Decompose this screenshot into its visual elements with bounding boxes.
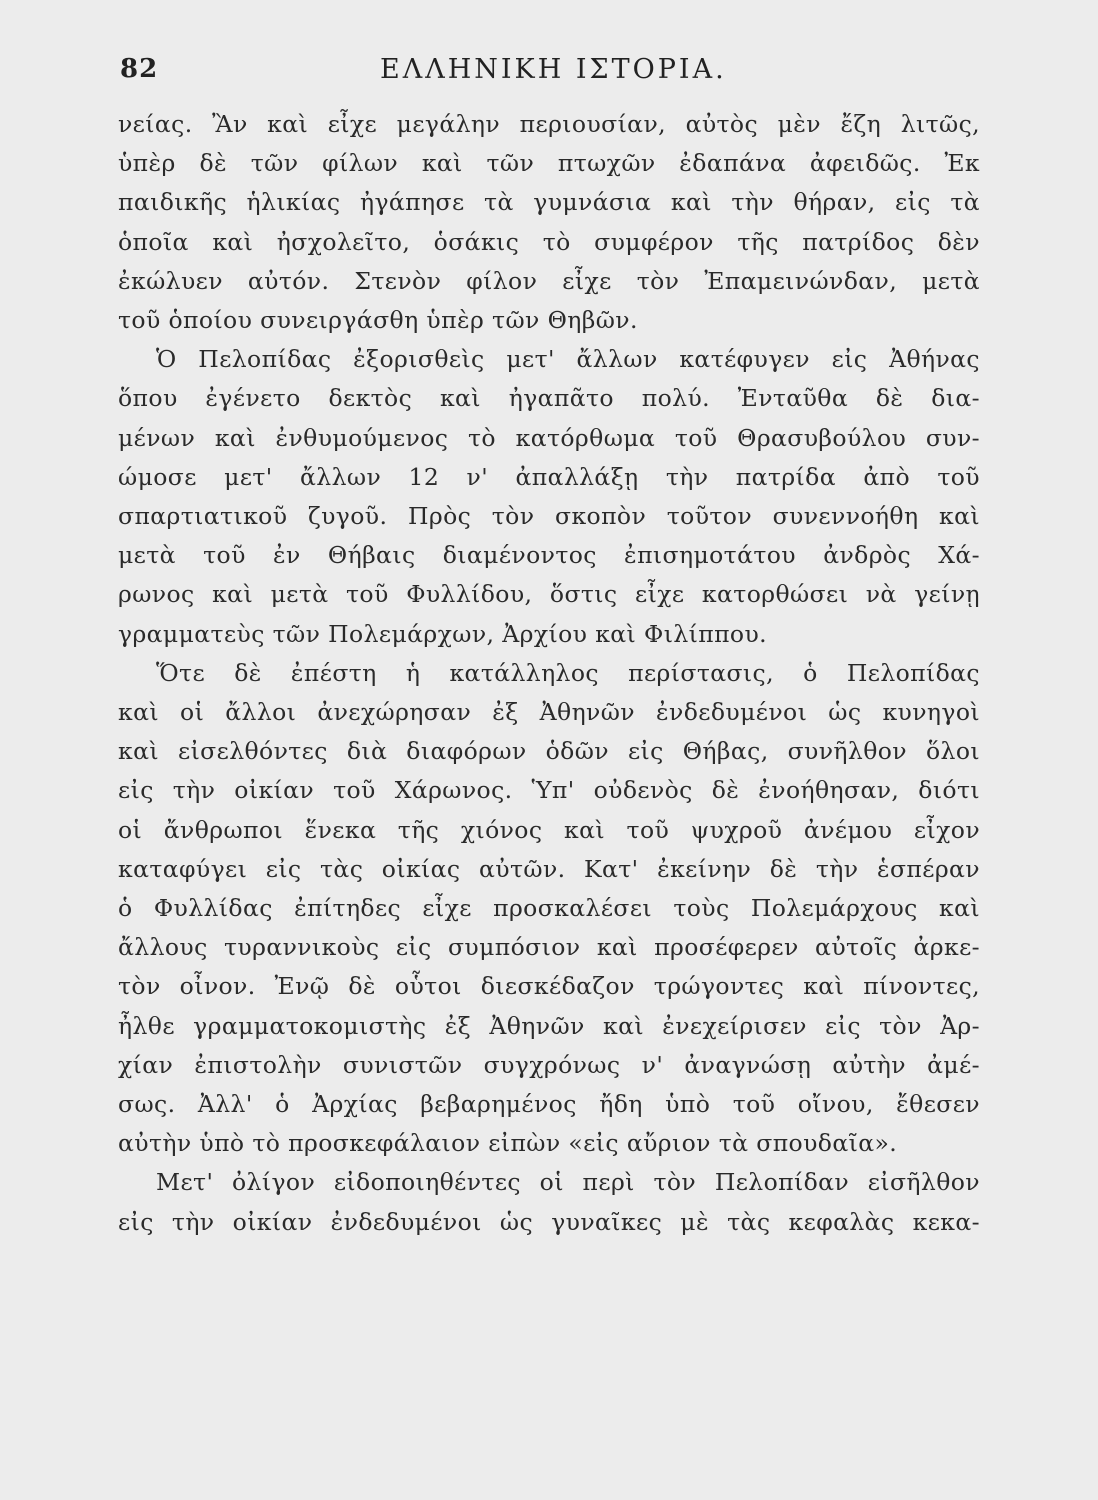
text-line: αὐτὴν ὑπὸ τὸ προσκεφάλαιον εἰπὼν «εἰς αὔριον τὰ σπουδαῖα». <box>118 1129 898 1158</box>
text-line: σπαρτιατικοῦ ζυγοῦ. Πρὸς τὸν σκοπὸν τοῦτον συνεννοήθη καὶ <box>118 502 980 531</box>
running-title: ΕΛΛΗΝΙΚΗ ΙΣΤΟΡΙΑ. <box>380 54 727 85</box>
body-text <box>118 105 980 1242</box>
text-line: τοῦ ὁποίου συνειργάσθη ὑπὲρ τῶν Θηβῶν. <box>118 306 638 335</box>
paragraph <box>118 340 980 654</box>
text-line: ἄλλους τυραννικοὺς εἰς συμπόσιον καὶ προσέφερεν αὐτοῖς ἀρκε- <box>118 933 980 962</box>
paragraph <box>118 654 980 1164</box>
text-line: νείας. Ἂν καὶ εἶχε μεγάλην περιουσίαν, αὐτὸς μὲν ἔζη λιτῶς, <box>118 110 980 138</box>
text-line: ώμοσε μετ' ἄλλων 12 ν' ἀπαλλάξῃ τὴν πατρίδα ἀπὸ τοῦ <box>118 462 980 491</box>
text-line: τὸν οἶνον. Ἐνῷ δὲ οὗτοι διεσκέδαζον τρώγοντες καὶ πίνοντες, <box>118 972 980 1001</box>
text-line: γραμματεὺς τῶν Πολεμάρχων, Ἀρχίου καὶ Φιλίππου. <box>118 619 768 648</box>
text-line: καὶ οἱ ἄλλοι ἀνεχώρησαν ἐξ Ἀθηνῶν ἐνδεδυμένοι ὡς κυνηγοὶ <box>118 698 980 727</box>
text-line: σως. Ἀλλ' ὁ Ἀρχίας βεβαρημένος ἤδη ὑπὸ τοῦ οἴνου, ἔθεσεν <box>118 1090 980 1119</box>
text-line: ἦλθε γραμματοκομιστὴς ἐξ Ἀθηνῶν καὶ ἐνεχείρισεν εἰς τὸν Ἀρ- <box>118 1011 980 1040</box>
text-line: Ὅτε δὲ ἐπέστη ἡ κατάλληλος περίστασις, ὁ Πελοπίδας <box>156 658 980 687</box>
paragraph <box>118 1163 980 1241</box>
text-line: καταφύγει εἰς τὰς οἰκίας αὐτῶν. Κατ' ἐκείνην δὲ τὴν ἑσπέραν <box>118 854 980 883</box>
text-line: εἰς τὴν οἰκίαν ἐνδεδυμένοι ὡς γυναῖκες μὲ τὰς κεφαλὰς κεκα- <box>118 1207 980 1236</box>
text-line: εἰς τὴν οἰκίαν τοῦ Χάρωνος. Ὑπ' οὐδενὸς δὲ ἐνοήθησαν, διότι <box>118 776 980 805</box>
text-line: ὑπὲρ δὲ τῶν φίλων καὶ τῶν πτωχῶν ἐδαπάνα ἀφειδῶς. Ἐκ <box>118 149 980 178</box>
page-number: 82 <box>120 54 159 84</box>
text-line: ὁποῖα καὶ ἠσχολεῖτο, ὁσάκις τὸ συμφέρον τῆς πατρίδος δὲν <box>118 227 980 256</box>
text-line: ὅπου ἐγένετο δεκτὸς καὶ ἠγαπᾶτο πολύ. Ἐνταῦθα δὲ δια- <box>118 384 980 413</box>
text-line: ρωνος καὶ μετὰ τοῦ Φυλλίδου, ὅστις εἶχε κατορθώσει νὰ γείνῃ <box>118 580 980 609</box>
text-line: παιδικῆς ἡλικίας ἠγάπησε τὰ γυμνάσια καὶ τὴν θήραν, εἰς τὰ <box>118 188 980 217</box>
text-line: μετὰ τοῦ ἐν Θήβαις διαμένοντος ἐπισημοτάτου ἀνδρὸς Χά- <box>118 541 980 570</box>
text-line: μένων καὶ ἐνθυμούμενος τὸ κατόρθωμα τοῦ Θρασυβούλου συν- <box>118 423 980 452</box>
text-line: οἱ ἄνθρωποι ἕνεκα τῆς χιόνος καὶ τοῦ ψυχροῦ ἀνέμου εἶχον <box>118 815 980 844</box>
text-line: καὶ εἰσελθόντες διὰ διαφόρων ὁδῶν εἰς Θήβας, συνῆλθον ὅλοι <box>118 737 980 766</box>
text-line: Ὁ Πελοπίδας ἐξορισθεὶς μετ' ἄλλων κατέφυγεν εἰς Ἀθήνας <box>156 345 980 374</box>
text-line: Μετ' ὀλίγον εἰδοποιηθέντες οἱ περὶ τὸν Πελοπίδαν εἰσῆλθον <box>156 1168 980 1197</box>
text-line: ὁ Φυλλίδας ἐπίτηδες εἶχε προσκαλέσει τοὺς Πολεμάρχους καὶ <box>118 894 980 923</box>
paragraph <box>118 105 980 340</box>
text-line: ἐκώλυεν αὐτόν. Στενὸν φίλον εἶχε τὸν Ἐπαμεινώνδαν, μετὰ <box>118 266 980 295</box>
text-line: χίαν ἐπιστολὴν συνιστῶν συγχρόνως ν' ἀναγνώσῃ αὐτὴν ἀμέ- <box>118 1050 980 1079</box>
